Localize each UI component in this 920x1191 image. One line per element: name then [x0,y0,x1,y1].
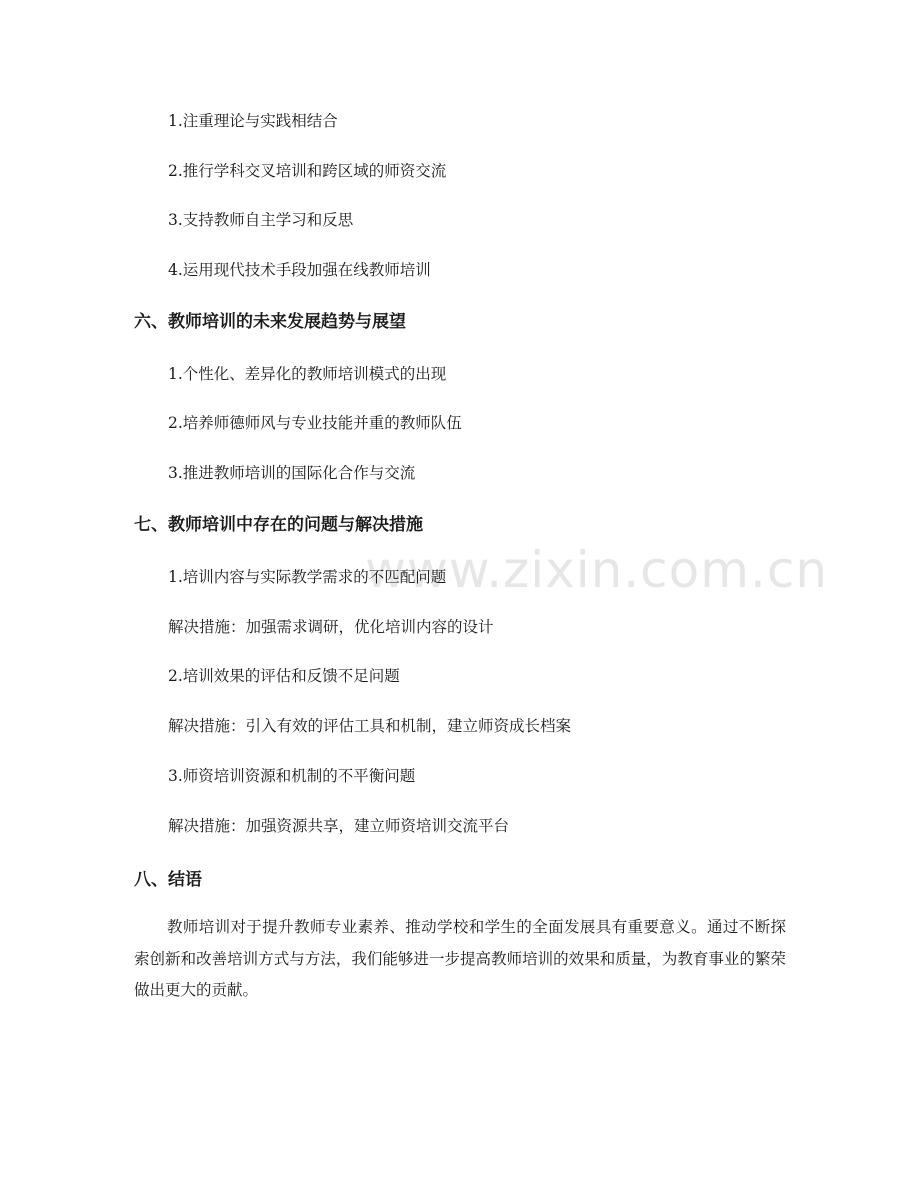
watermark: www.zixin.com.cn [365,541,829,599]
list-item: 1.注重理论与实践相结合 [168,112,338,130]
problem-item: 1.培训内容与实际教学需求的不匹配问题 [168,568,447,586]
section-heading-8: 八、结语 [134,870,202,890]
list-item: 2.培养师德师风与专业技能并重的教师队伍 [168,414,462,432]
list-item: 2.推行学科交叉培训和跨区域的师资交流 [168,162,447,180]
list-item: 3.推进教师培训的国际化合作与交流 [168,464,416,482]
conclusion-paragraph: 教师培训对于提升教师专业素养、推动学校和学生的全面发展具有重要意义。通过不断探索创新和改善培训方式与方法，我们能够进一步提高教师培训的效果和质量，为教育事业的繁荣做出更大的贡献。 [134,918,786,999]
section-heading-6: 六、教师培训的未来发展趋势与展望 [134,312,406,332]
list-item: 1.个性化、差异化的教师培训模式的出现 [168,365,447,383]
problem-item: 2.培训效果的评估和反馈不足问题 [168,667,400,685]
section-heading-7: 七、教师培训中存在的问题与解决措施 [134,515,423,535]
solution-item: 解决措施：加强需求调研，优化培训内容的设计 [168,618,494,636]
list-item: 3.支持教师自主学习和反思 [168,211,354,229]
problem-item: 3.师资培训资源和机制的不平衡问题 [168,767,416,785]
solution-item: 解决措施：引入有效的评估工具和机制，建立师资成长档案 [168,717,572,735]
list-item: 4.运用现代技术手段加强在线教师培训 [168,261,431,279]
solution-item: 解决措施：加强资源共享，建立师资培训交流平台 [168,817,510,835]
